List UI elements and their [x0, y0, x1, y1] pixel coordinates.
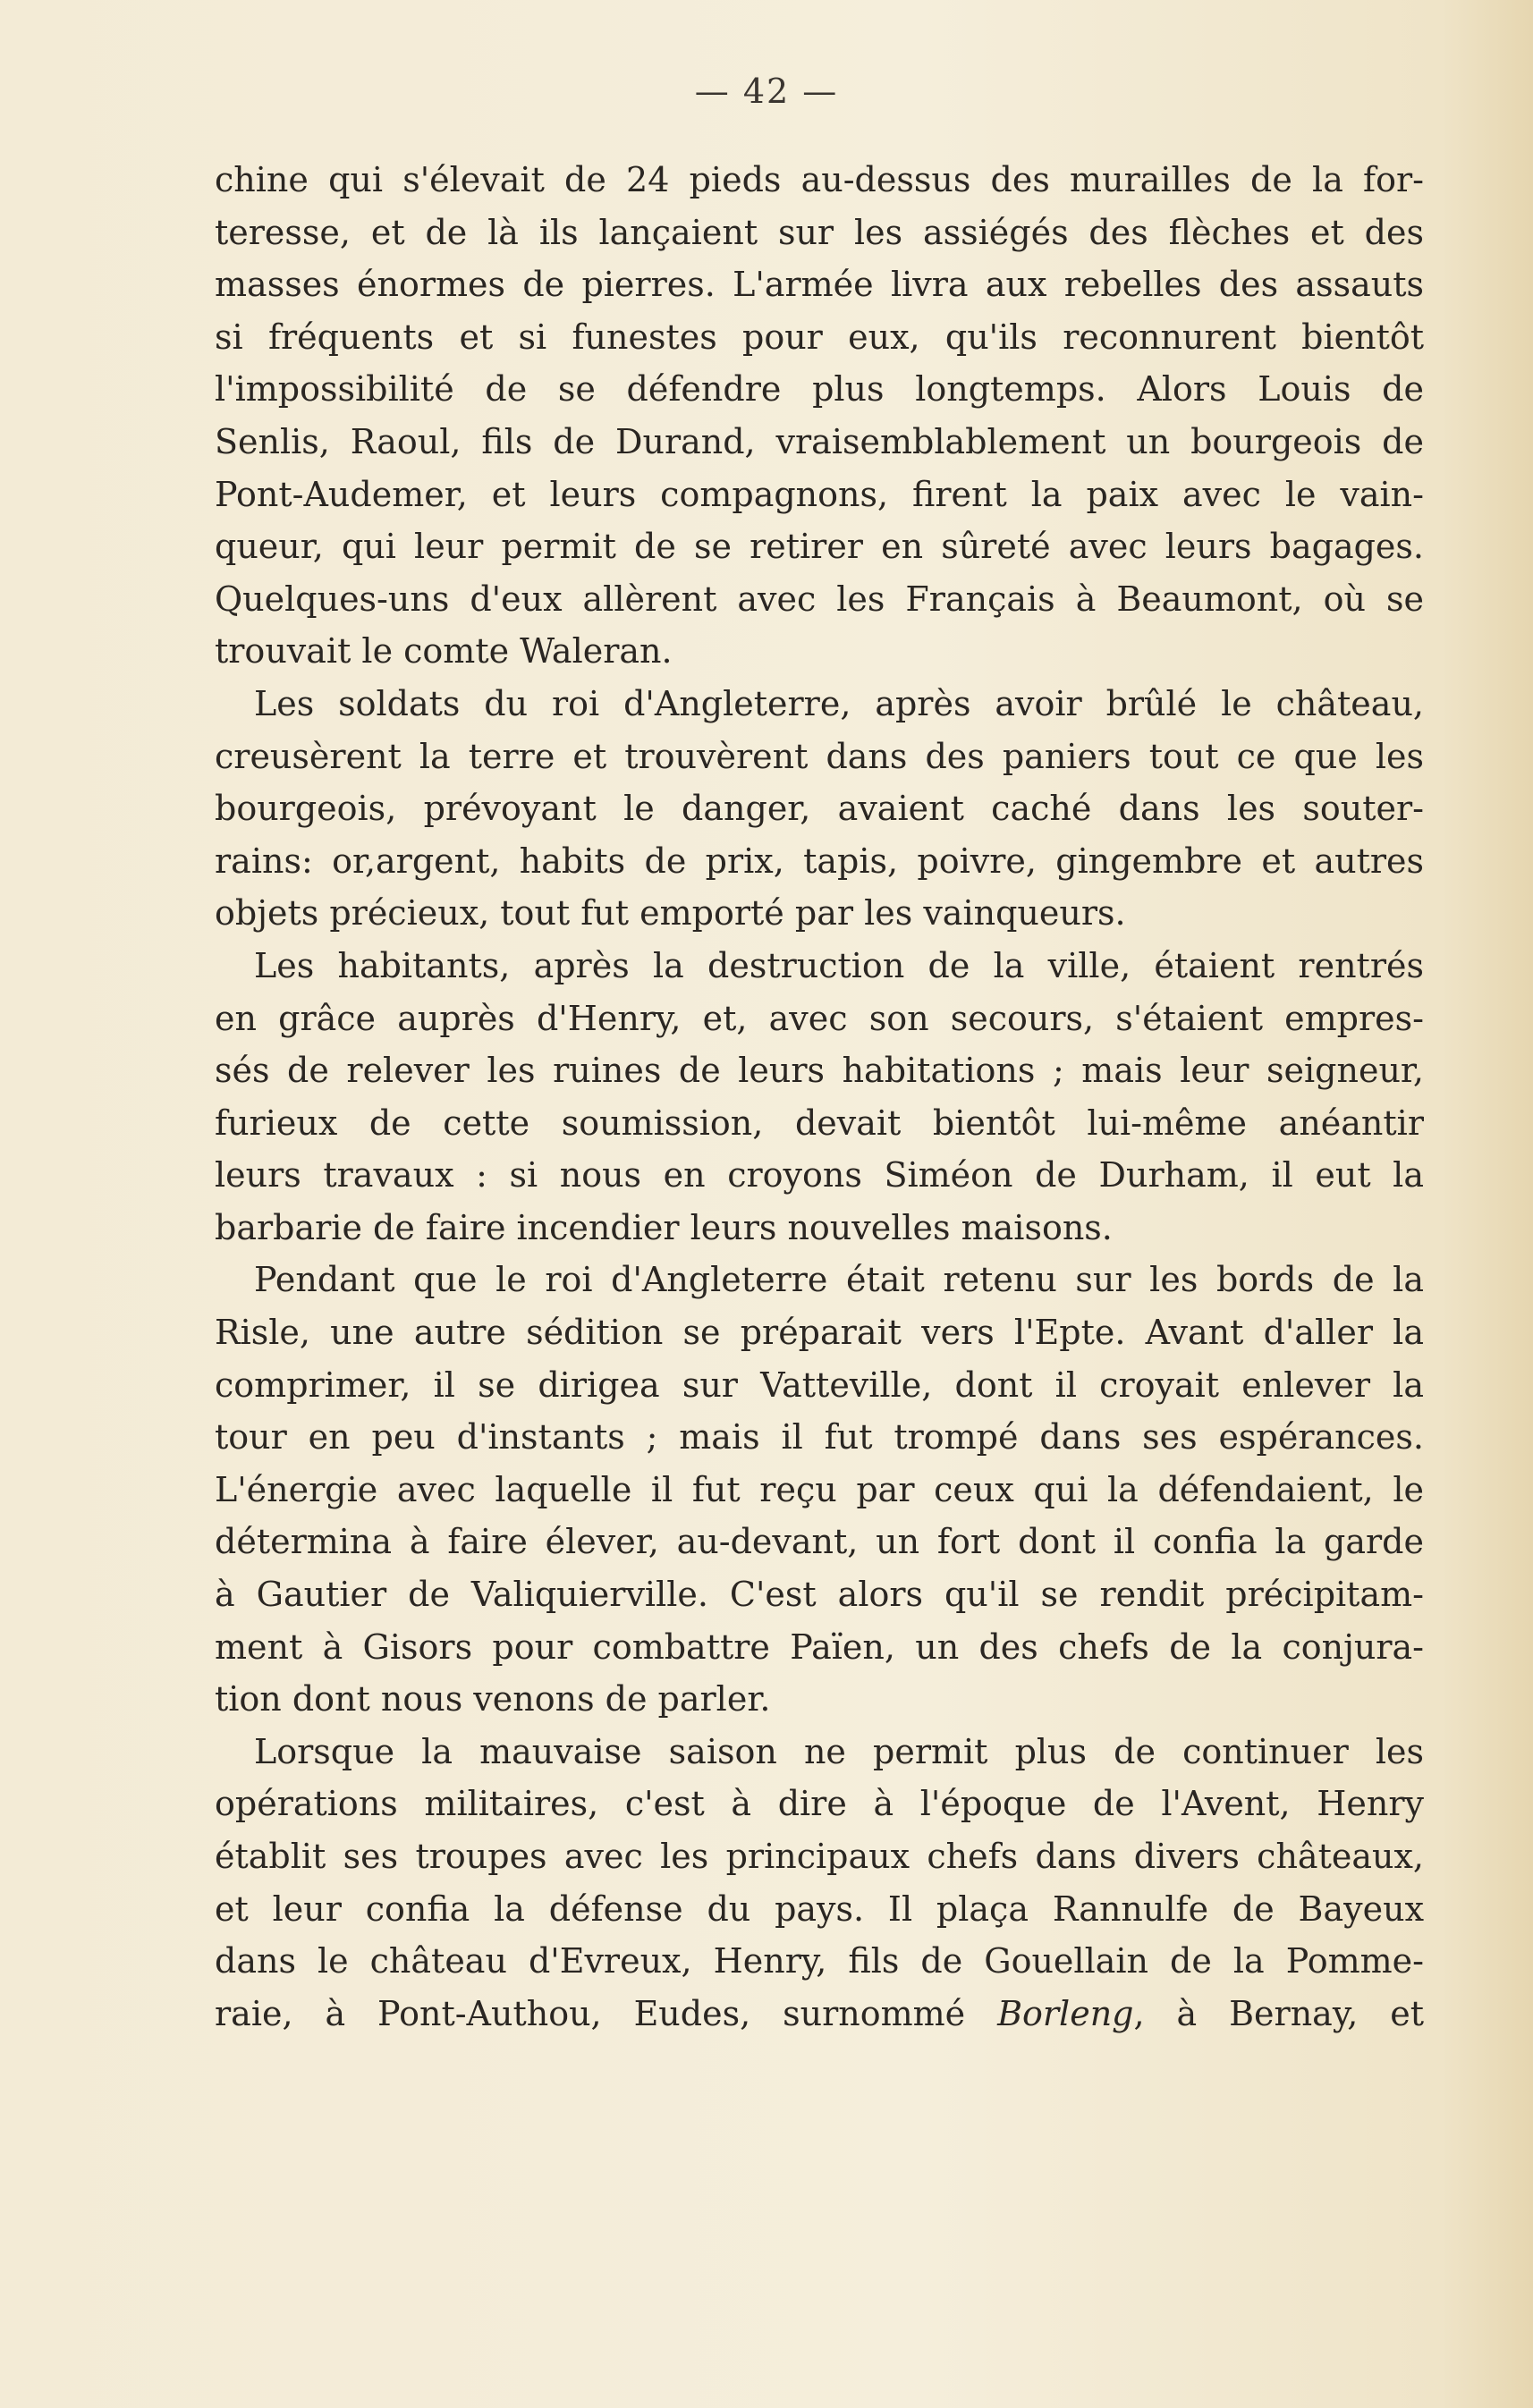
italic-name: Borleng	[997, 1993, 1134, 2033]
text-line: à Gautier de Valiquierville. C'est alors qu'il se rendit précipitam-	[215, 1575, 1424, 1615]
text-line: opérations militaires, c'est à dire à l'époque de l'Avent, Henry	[215, 1784, 1424, 1824]
text-fragment: , à Bernay, et	[1133, 1993, 1424, 2033]
text-line: L'énergie avec laquelle il fut reçu par ceux qui la défendaient, le	[215, 1469, 1424, 1509]
text-fragment: raie, à Pont-Authou, Eudes, surnommé	[215, 1993, 998, 2033]
text-line: Pendant que le roi d'Angleterre était retenu sur les bords de la	[254, 1260, 1424, 1300]
text-line: teresse, et de là ils lançaient sur les assiégés des flèches et des	[215, 212, 1424, 252]
text-line: bourgeois, prévoyant le danger, avaient caché dans les souter-	[215, 789, 1424, 829]
text-line: l'impossibilité de se défendre plus longtemps. Alors Louis de	[215, 369, 1424, 410]
text-line: objets précieux, tout fut emporté par les vainqueurs.	[215, 893, 1126, 934]
text-line: Les soldats du roi d'Angleterre, après avoir brûlé le château,	[254, 683, 1424, 723]
text-line: si fréquents et si funestes pour eux, qu'ils reconnurent bientôt	[215, 317, 1424, 357]
text-line: établit ses troupes avec les principaux chefs dans divers châteaux,	[215, 1837, 1424, 1876]
text-line: masses énormes de pierres. L'armée livra aux rebelles des assauts	[215, 265, 1424, 305]
text-line: dans le château d'Evreux, Henry, fils de Gouellain de la Pomme-	[215, 1941, 1424, 1981]
text-line: furieux de cette soumission, devait bientôt lui-même anéantir	[215, 1103, 1424, 1143]
text-line: chine qui s'élevait de 24 pieds au-dessus des murailles de la for-	[215, 160, 1424, 199]
text-line: en grâce auprès d'Henry, et, avec son secours, s'étaient empres-	[215, 998, 1424, 1038]
text-line: queur, qui leur permit de se retirer en sûreté avec leurs bagages.	[215, 527, 1424, 567]
text-line: Les habitants, après la destruction de la ville, étaient rentrés	[254, 945, 1424, 985]
body-text	[215, 154, 1424, 2040]
text-line: trouvait le comte Waleran.	[215, 631, 673, 672]
text-line: Risle, une autre sédition se préparait vers l'Epte. Avant d'aller la	[215, 1313, 1424, 1353]
text-line-final	[215, 1988, 1424, 2040]
text-line: tion dont nous venons de parler.	[215, 1679, 771, 1719]
text-line: leurs travaux : si nous en croyons Siméon de Durham, il eut la	[215, 1155, 1424, 1196]
text-line: tour en peu d'instants ; mais il fut trompé dans ses espérances.	[215, 1417, 1424, 1457]
page-number: — 42 —	[694, 72, 839, 111]
text-line: Senlis, Raoul, fils de Durand, vraisemblablement un bourgeois de	[215, 421, 1424, 461]
text-line: barbarie de faire incendier leurs nouvelles maisons.	[215, 1207, 1113, 1247]
text-line: sés de relever les ruines de leurs habitations ; mais leur seigneur,	[215, 1051, 1424, 1091]
text-line: Pont-Audemer, et leurs compagnons, firent la paix avec le vain-	[215, 474, 1424, 514]
text-line: et leur confia la défense du pays. Il plaça Rannulfe de Bayeux	[215, 1888, 1424, 1929]
text-line: Lorsque la mauvaise saison ne permit plus de continuer les	[254, 1731, 1424, 1771]
text-line: rains: or,argent, habits de prix, tapis, poivre, gingembre et autres	[215, 841, 1424, 881]
text-line: Quelques-uns d'eux allèrent avec les Français à Beaumont, où se	[215, 579, 1424, 619]
text-line: détermina à faire élever, au-devant, un fort dont il confia la garde	[215, 1522, 1424, 1562]
text-line: comprimer, il se dirigea sur Vatteville, dont il croyait enlever la	[215, 1365, 1424, 1405]
text-line: ment à Gisors pour combattre Païen, un des chefs de la conjura-	[215, 1626, 1424, 1667]
text-line: creusèrent la terre et trouvèrent dans des paniers tout ce que les	[215, 736, 1424, 776]
